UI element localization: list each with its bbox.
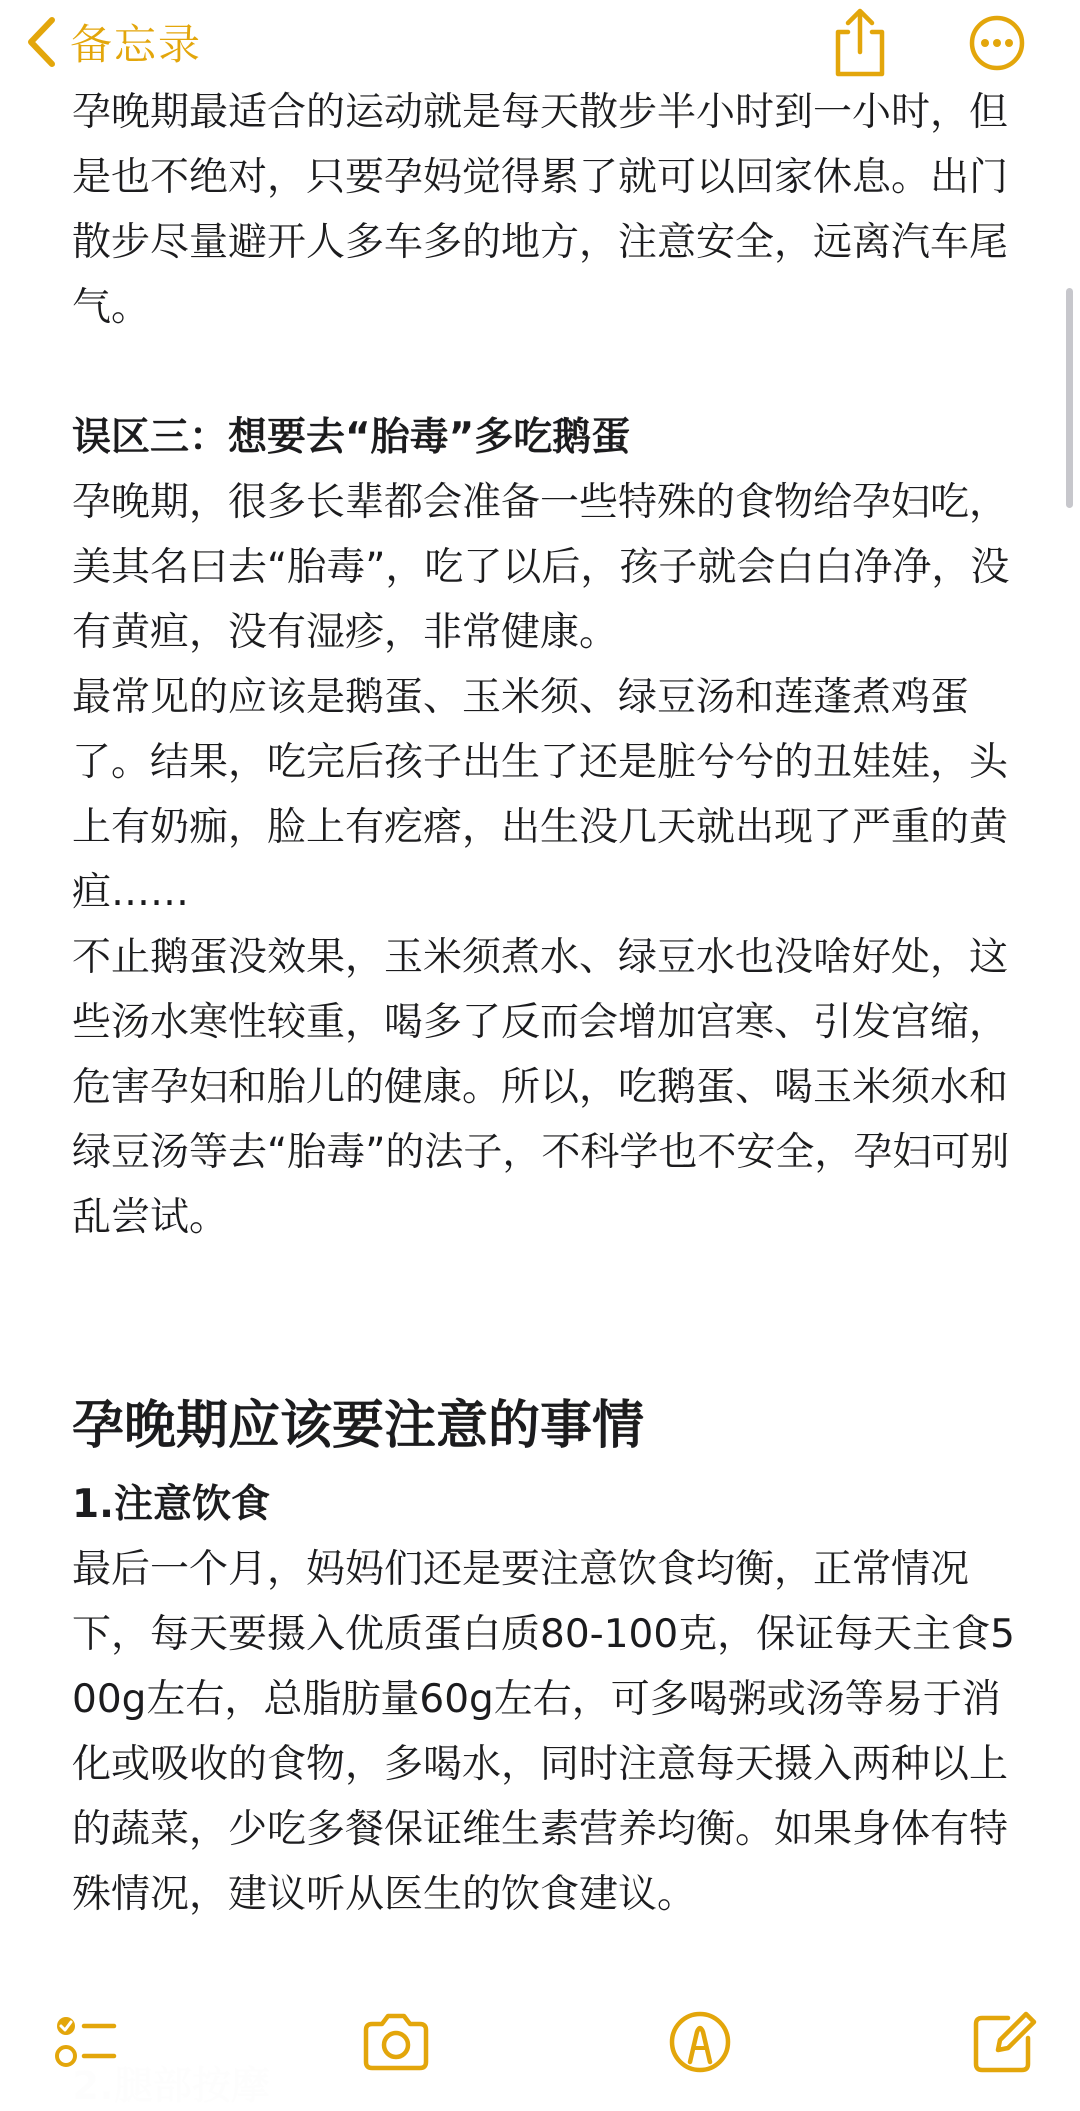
note-subheading: 1.注意饮食 [72, 1482, 270, 1527]
checklist-button[interactable] [50, 2006, 122, 2078]
compose-icon [968, 2006, 1040, 2078]
navigation-bar [0, 0, 1080, 90]
note-paragraph: 最常见的应该是鹅蛋、玉米须、绿豆汤和莲蓬煮鸡蛋了。结果，吃完后孩子出生了还是脏兮兮的丑娃娃，头上有奶痂，脸上有疙瘩，出生没几天就出现了严重的黄疸…… [72, 675, 1009, 915]
bottom-toolbar [0, 1998, 1080, 2107]
blank-line [72, 340, 1032, 405]
note-heading: 孕晚期应该要注意的事情 [72, 1396, 645, 1456]
note-paragraph: 孕晚期最适合的运动就是每天散步半小时到一小时，但是也不绝对，只要孕妈觉得累了就可以回家休息。出门散步尽量避开人多车多的地方，注意安全，远离汽车尾气。 [72, 90, 1009, 330]
share-icon [828, 6, 892, 78]
note-paragraph: 孕晚期，很多长辈都会准备一些特殊的食物给孕妇吃，美其名曰去“胎毒”，吃了以后，孩子就会白白净净，没有黄疸，没有湿疹，非常健康。 [72, 480, 1010, 655]
note-body[interactable] [72, 80, 1032, 1927]
back-label: 备忘录 [70, 20, 203, 69]
note-paragraph: 最后一个月，妈妈们还是要注意饮食均衡，正常情况下，每天要摄入优质蛋白质80-100克，保证每天主食500g左右，总脂肪量60g左右，可多喝粥或汤等易于消化或吸收的食物，多喝水，同时注意每天摄入两种以上的蔬菜，少吃多餐保证维生素营养均衡。如果身体有特殊情况，建议听从医生的饮食建议。 [72, 1547, 1015, 1917]
note-subheading: 误区三：想要去“胎毒”多吃鹅蛋 [72, 415, 631, 460]
camera-button[interactable] [360, 2006, 432, 2078]
markup-pen-icon [664, 2006, 736, 2078]
checklist-icon [50, 2006, 122, 2078]
markup-button[interactable] [664, 2006, 736, 2078]
ellipsis-circle-icon [968, 14, 1026, 72]
back-button[interactable] [26, 10, 202, 74]
blank-line [72, 1250, 1032, 1380]
note-paragraph: 不止鹅蛋没效果，玉米须煮水、绿豆水也没啥好处，这些汤水寒性较重，喝多了反而会增加宫寒、引发宫缩，危害孕妇和胎儿的健康。所以，吃鹅蛋、喝玉米须水和绿豆汤等去“胎毒”的法子，不科学也不安全，孕妇可别乱尝试。 [72, 935, 1010, 1240]
compose-button[interactable] [968, 2006, 1040, 2078]
camera-icon [360, 2006, 432, 2078]
chevron-left-icon [26, 16, 56, 68]
share-button[interactable] [828, 6, 892, 78]
scroll-indicator[interactable] [1066, 288, 1073, 508]
more-button[interactable] [968, 14, 1026, 72]
